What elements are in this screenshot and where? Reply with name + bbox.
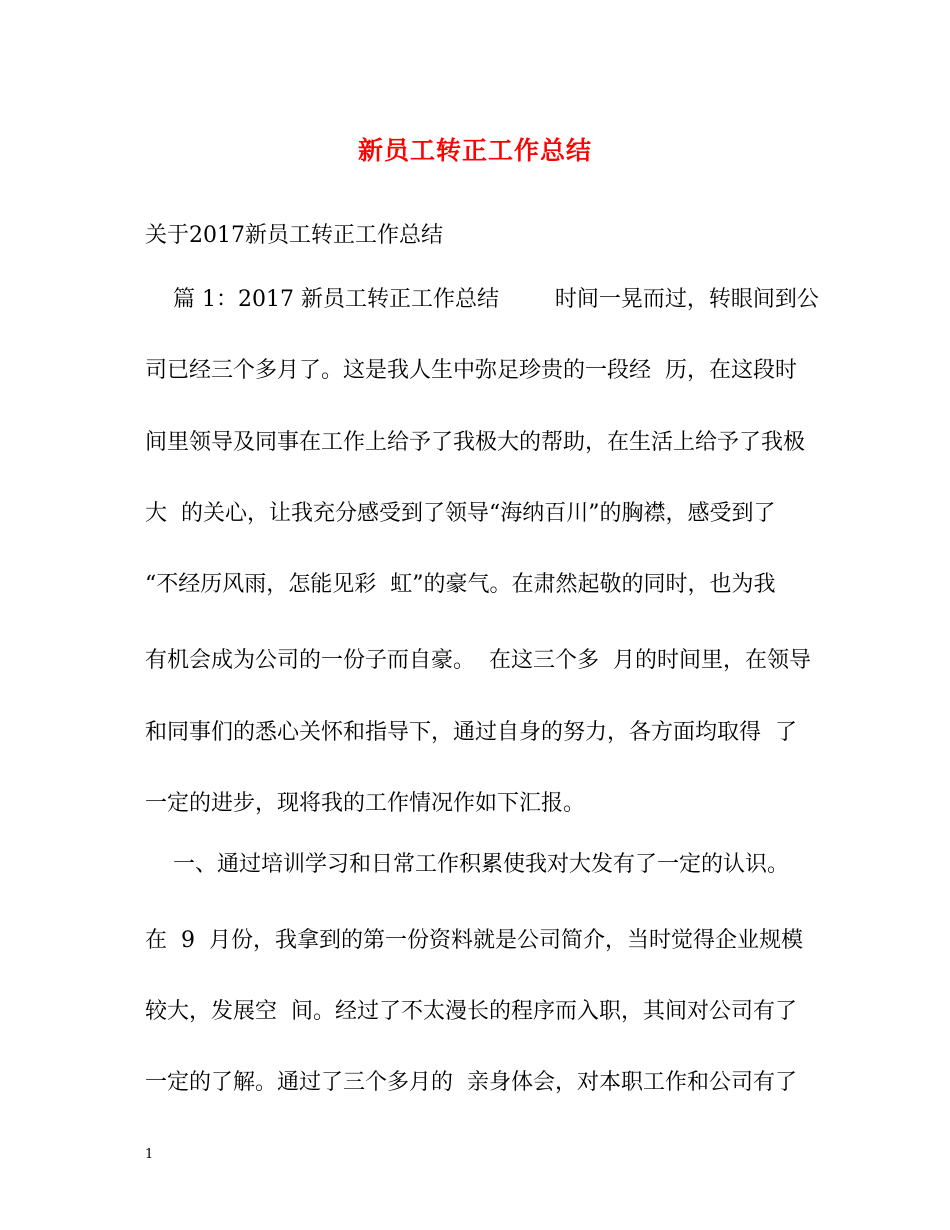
body-line: 大 的关心，让我充分感受到了领导“海纳百川”的胸襟，感受到了 [145,501,776,526]
body-line: 一、通过培训学习和日常工作积累使我对大发有了一定的认识。 [145,852,789,877]
body-line: 间里领导及同事在工作上给予了我极大的帮助，在生活上给予了我极 [145,430,806,455]
body-line: 一定的了解。通过了三个多月的 亲身体会，对本职工作和公司有了 [145,1070,797,1095]
document-subtitle: 关于2017新员工转正工作总结 [145,223,443,248]
body-line: 一定的进步，现将我的工作情况作如下汇报。 [145,791,586,816]
body-line: 和同事们的悉心关怀和指导下，通过自身的努力，各方面均取得 了 [145,720,797,745]
body-line: 有机会成为公司的一份子而自豪。 在这三个多 月的时间里，在领导 [145,648,811,673]
body-line: 司已经三个多月了。这是我人生中弥足珍贵的一段经 历，在这段时 [145,358,797,383]
body-line: “不经历风雨，怎能见彩 虹”的豪气。在肃然起敬的同时，也为我 [145,572,776,597]
body-line: 在 9 月份，我拿到的第一份资料就是公司简介，当时觉得企业规模 [145,928,803,953]
body-line: 较大，发展空 间。经过了不太漫长的程序而入职，其间对公司有了 [145,999,797,1024]
body-line: 篇 1：2017 新员工转正工作总结 时间一晃而过，转眼间到公 [145,287,819,312]
page-number: 1 [145,1147,154,1162]
document-title: 新员工转正工作总结 [357,136,592,165]
